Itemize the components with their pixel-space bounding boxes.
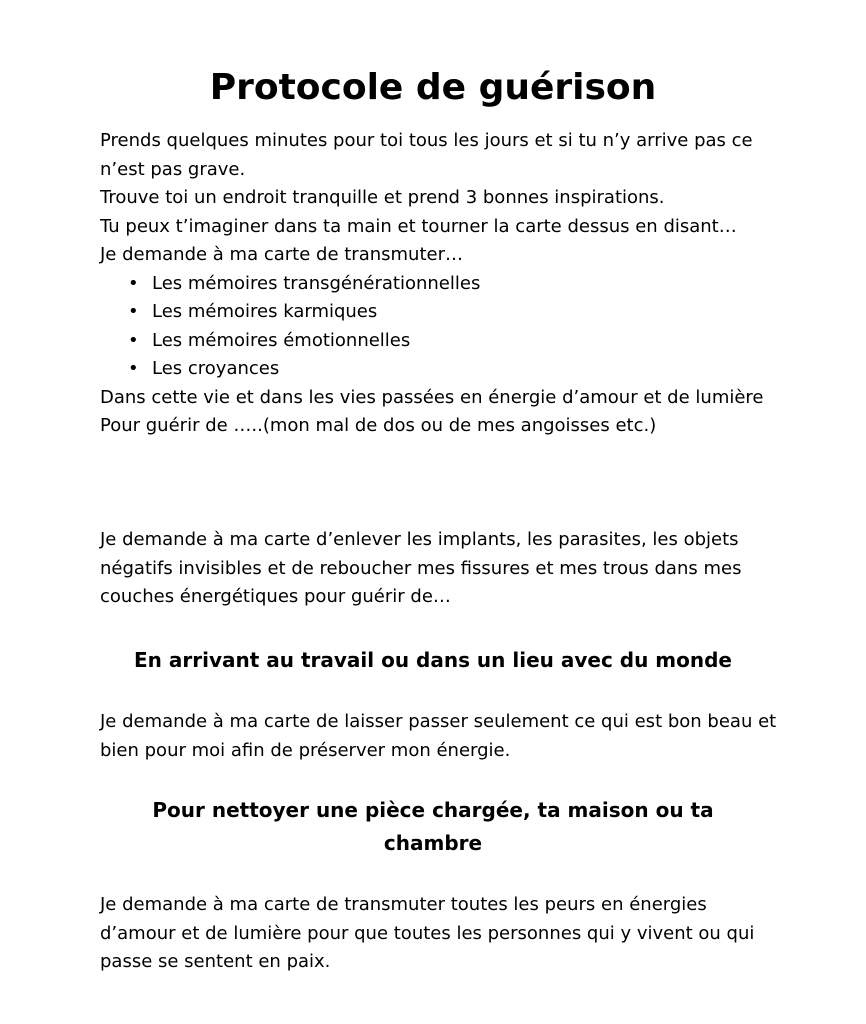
intro-line-transmute: Je demande à ma carte de transmuter…	[100, 244, 463, 265]
intro-section	[100, 127, 780, 441]
bullet-icon: •	[128, 301, 139, 322]
list-item-label: Les mémoires transgénérationnelles	[152, 272, 481, 294]
intro-line-imagine: Tu peux t’imaginer dans ta main et tourner la carte dessus en disant…	[100, 215, 737, 237]
implants-section	[100, 526, 780, 612]
room-heading: Pour nettoyer une pièce chargée, ta maison ou ta chambre	[152, 798, 714, 855]
work-paragraph: Je demande à ma carte de laisser passer seulement ce qui est bon beau et bien pour moi afin de préserver mon énergie.	[100, 711, 777, 761]
memories-list	[100, 270, 780, 384]
work-section	[100, 708, 780, 765]
room-section	[100, 891, 780, 977]
list-item	[100, 298, 780, 327]
bullet-icon: •	[128, 358, 139, 379]
room-paragraph: Je demande à ma carte de transmuter toutes les peurs en énergies d’amour et de lumière pour que toutes les personnes qui y vivent ou qui passe se sentent en paix.	[100, 894, 755, 972]
list-item	[100, 355, 780, 384]
list-item-label: Les croyances	[152, 358, 280, 379]
list-item	[100, 327, 780, 356]
bullet-icon: •	[128, 272, 139, 294]
intro-line-heal: Pour guérir de …..(mon mal de dos ou de mes angoisses etc.)	[100, 415, 657, 436]
list-item-label: Les mémoires karmiques	[152, 301, 378, 322]
intro-line-lives: Dans cette vie et dans les vies passées en énergie d’amour et de lumière	[100, 386, 764, 408]
bullet-icon: •	[128, 329, 139, 351]
intro-line-place: Trouve toi un endroit tranquille et prend 3 bonnes inspirations.	[100, 187, 665, 208]
work-heading: En arrivant au travail ou dans un lieu avec du monde	[134, 648, 732, 672]
page-title: Protocole de guérison	[209, 67, 657, 108]
list-item	[100, 270, 780, 299]
intro-line-minutes: Prends quelques minutes pour toi tous les jours et si tu n’y arrive pas ce n’est pas grave.	[100, 130, 753, 180]
list-item-label: Les mémoires émotionnelles	[152, 329, 411, 351]
implants-paragraph: Je demande à ma carte d’enlever les implants, les parasites, les objets négatifs invisibles et de reboucher mes fissures et mes trous dans mes couches énergétiques pour guérir de…	[100, 529, 742, 607]
